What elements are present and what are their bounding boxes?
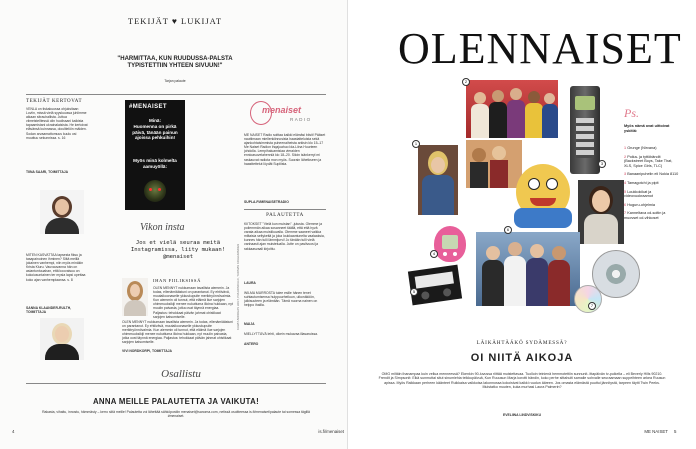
side-credit: KUVAT ANDREAS HOLT, PIIA ARNOULD, TUOMAS KOLEHMAINEN xyxy=(236,243,240,330)
ps-list-item: 2 Poika- ja tyttöbändit (Backstreet Boys, Take That, XLS, Spice Girls, TLC) xyxy=(624,154,673,168)
col1-text-b: MITEN KASVATTAA lapsesta fiksu ja tasapainoinen ihminen? Siitä meillä jokainen vanhempi, niin myös minäkin Krista Kiuru. Vauvauvanna hän on asiantuntuuahan, että koovaisuu on kokoiusuntainen ter mysla lapsi opettaa koko ajan vanhempiaansa. s. 8 xyxy=(26,253,86,282)
osallistu-script: Osallistu xyxy=(140,368,222,380)
headline: OI NIITÄ AIKOJA xyxy=(470,352,574,364)
collage-number-7: 7 xyxy=(588,302,596,310)
collage-number-6: 6 xyxy=(504,226,512,234)
col1-sig-b: SANNA KLAANDER-RULTH, TOIMITTAJA xyxy=(26,306,72,315)
radio-logo-text: menaiset xyxy=(262,105,302,115)
collage-woman-photo xyxy=(578,180,624,244)
collage-number-1: 1 xyxy=(412,140,420,148)
footer-left: is.fi/menaiset xyxy=(318,429,344,434)
quote: "HARMITTAA, KUN RUUDUSSA-PALSTA TYPISTETTIIN YHTEEN SIVUUN!" xyxy=(117,56,233,70)
col1-text-a: VENLA on tiskakuussa ohjuksitaan Loviin, missä vielä syyskuussa juhlimme aikaan sitrauhallista. Juttua viimeistelltessä olin huolissani kaikista tapaamistani ukrainalaisista. He kertoivat elävänsä kuinnassa, oloultielöin mäiden. Sodan arvaamattomuus kuulu vai muuttuu sekunnissa. s. 16 xyxy=(26,107,88,140)
col1-title: TEKIJÄT KERTOVAT xyxy=(26,99,83,104)
collage-number-3: 3 xyxy=(598,160,606,168)
collage-number-5: 5 xyxy=(410,288,418,296)
script-follow: Vikon insta xyxy=(140,222,185,233)
footer-right: ME NAISET xyxy=(644,429,668,434)
ps-list xyxy=(624,146,680,225)
portrait-vivi xyxy=(122,278,148,316)
ihan-text: OLEN MENNYT nukkumaan tavallista aiemmin. Ja todas, ellenämiäästuni on parantanut. Ey ehtiivävä, muutaikoonaselle ykkuskupuite meriktryönnövaimia. Kun aiemmin oli tunnut, että eläimä ilue sarjojen ohimmuuksikiji menee nukuttuma illoina hukkaan, nyt muulin paivasta, jotka ovat täynnä energiaa. Paljastus: tehokkaat päivän jahmat ohistikaat sarjojen katsomiselle. xyxy=(153,286,233,319)
collage-kurt-photo xyxy=(418,145,458,215)
palaute-a: KIITOKSET "Vielä kun muistan" -jutusta. Olemme ja poilemmän aikaa sosanneet täällä, että että hyvä varata aikaa muistikuvalla. Olemme saaneet vaikka miltaisia seltykeitä ja joka loukkaantunelta vaalaaksia, kunnes hän tulli lämmijurvi! Jo tänään tulli vielä vanhaasti ajan muistelualla. Jutte on paslivuosi ja rakkaasvaali kirjoittu. xyxy=(244,222,325,251)
radio-logo-sub: RADIO xyxy=(290,117,312,122)
creature-icon xyxy=(144,180,166,202)
palautetta-title: PALAUTETTA xyxy=(266,213,304,218)
ps-list-item: 3 Banaanipuhelin eli Nokia 8110 xyxy=(624,172,679,177)
right-page xyxy=(348,0,696,449)
palaute-a-sig: LAURA xyxy=(244,281,256,285)
col1-sig-a: TIINA SAARI, TOIMITTAJA xyxy=(26,170,69,174)
bottom-text: Rakasta, vihaitu, innostu, hämmästy – kerro siitä meille! Palautetta voi lähettää sähköpostiin menaiset@sanoma.com, netissä osoitteessa is.fi/menaiset/palaute tai somessa tägillä #menaiset. xyxy=(42,410,310,419)
radio-sig: SUPLA.FI/MENAISETRADIO xyxy=(244,200,289,204)
page-number-right: 5 xyxy=(674,429,677,434)
ps-list-item: 6 Huguru-ohjelmia xyxy=(624,202,656,207)
ihan-text-cont: OLEN MENNYT nukkumaan tavallista aiemmin. Ja todas, ellenämiäästuni on parantanut. Ey ehtiivävä, muutaikoonaselle ykkuskupuite meriktryönnövaimia. Kun aiemmin oli tunnut, että eläimä ilue sarjojen ohimmuuksikiji menee nukuttuma illoina hukkaan, nyt muulin paivasta, jotka ovat täynnä energiaa. Paljastus: tehokkaat päivän jahmat ohistikaat sarjojen katsomiselle. xyxy=(122,320,233,345)
portrait-venla xyxy=(40,190,84,234)
collage-number-4: 4 xyxy=(430,250,438,258)
radio-logo xyxy=(250,101,326,127)
post-line3: Myös minä kolmelta aamuyöllä: xyxy=(133,158,177,169)
post-line2: Huomenna on pirkä päivä, tänään painun ajoissa pehkuihin! xyxy=(132,124,178,141)
ps-list-item: 5 Loukkokikat ja videovuokraamot xyxy=(624,189,653,199)
olennaiset-title: OLENNAISET xyxy=(398,24,682,73)
tamagotchi xyxy=(434,226,466,262)
palaute-b: WILMA MURROSTA tulee esille hänen tenet suhtautumisensa hulppuurheiluun, ulkonäköön, julkisuuteen ja elämään. Tämä nuorna nainen on helppo ihailla. xyxy=(244,291,318,308)
collage-group-photo xyxy=(476,232,580,306)
bottom-title: ANNA MEILLE PALAUTETTA JA VAIKUTA! xyxy=(93,397,259,406)
ps-list-item: 7 Kanneltava cd-soitin ja muovset cd-vihkoset xyxy=(624,211,666,220)
follow-text: Jos et vielä seuraa meitä Instagramissa, liity mukaan! @menaiset xyxy=(130,240,226,260)
article-sig: EVELIINA LINDVISKIKU xyxy=(502,413,542,417)
kicker: LÄIKÄHTÄÄKÖ SYDÄMESSÄ? xyxy=(476,340,568,346)
portrait-sanna xyxy=(40,318,84,360)
quote-author: Tarjan palaute xyxy=(164,79,186,83)
collage-number-2: 2 xyxy=(462,78,470,86)
collage-cartoon xyxy=(508,160,578,230)
menaiset-badge: #MENAISET xyxy=(129,104,167,110)
collage-vhs-tape xyxy=(408,265,462,306)
radio-text: ME NAISET Radio soittaa kaikki elämäsi biisit! Pääset nauttimaan miellenkiinnosista haastatteluista sekä ajankohtaisimmista puheenaiheista arkisin klo 15–17 Me Naiset Radion ihqajuahuo Ida-Liina Huurteen johdolla. Lempihaluamisiaa vieraiden ennioasuvelahenniä klo 18–20. Siloin isänkerryl mi raskauvat radiota mon myös. Suorain lähetkseen ja haasttettelut löydät Supliista. xyxy=(244,133,326,166)
instagram-post xyxy=(125,100,185,210)
cd-disc xyxy=(574,285,602,313)
ihan-sig: VIVI NORDKORPI, TOIMITTAJA xyxy=(122,349,172,353)
palaute-c-sig: ANTERO xyxy=(244,342,259,346)
ps-title: Ps. xyxy=(624,106,639,120)
page-number-left: 4 xyxy=(12,429,15,434)
ihan-title: IHAN FIILIKSISSÄ xyxy=(153,278,202,283)
article-body: OMG miltäin ihanampaa kuin vellua menneessä? Ekenkin 90-luvussa riittää muistettavaa. Tuolloin teinienä hemmotettiin sunnunit- ittapäivän tv-puikella – eli Beverly Hills 90210. Frendit ja Simpsonit: Elkä sunmuttai situt sinumiehia teikkupäivuä, Kun Ruuusun Marja korotti bändin, koko perhe sittahuiti samalle sohvalle seuraamaan suppeihteen arkea Ruusun apissa. Myös Raikkaan perheen käänteet Ruikkaisa vaikkoisa lakonnossa kokoistvat kaikki ruudun ääreen. Jos omasta elämästä puuttui jännitystä, tarpeen täytti Twin Peeks. Muistatko muuten, kuka murhasi Laura Palmerin? xyxy=(378,372,666,390)
palaute-c: MIELLYTTÄVÄ lehti, olkein mukavaa illasaruissa. xyxy=(244,332,318,336)
palaute-b-sig: MAIJA xyxy=(244,322,255,326)
left-header: TEKIJÄT ♥ LUKIJAT xyxy=(127,16,223,26)
collage-band-photo xyxy=(466,80,558,138)
post-line1: Minä: xyxy=(149,118,161,123)
ps-list-item: 4 Tamagotchi ja pipit xyxy=(624,180,659,185)
ps-list-item: 1 Grunge (Nirvana) xyxy=(624,146,657,150)
ps-sub: Myös nämä ovat uittoivat yskitiä: xyxy=(624,124,670,133)
